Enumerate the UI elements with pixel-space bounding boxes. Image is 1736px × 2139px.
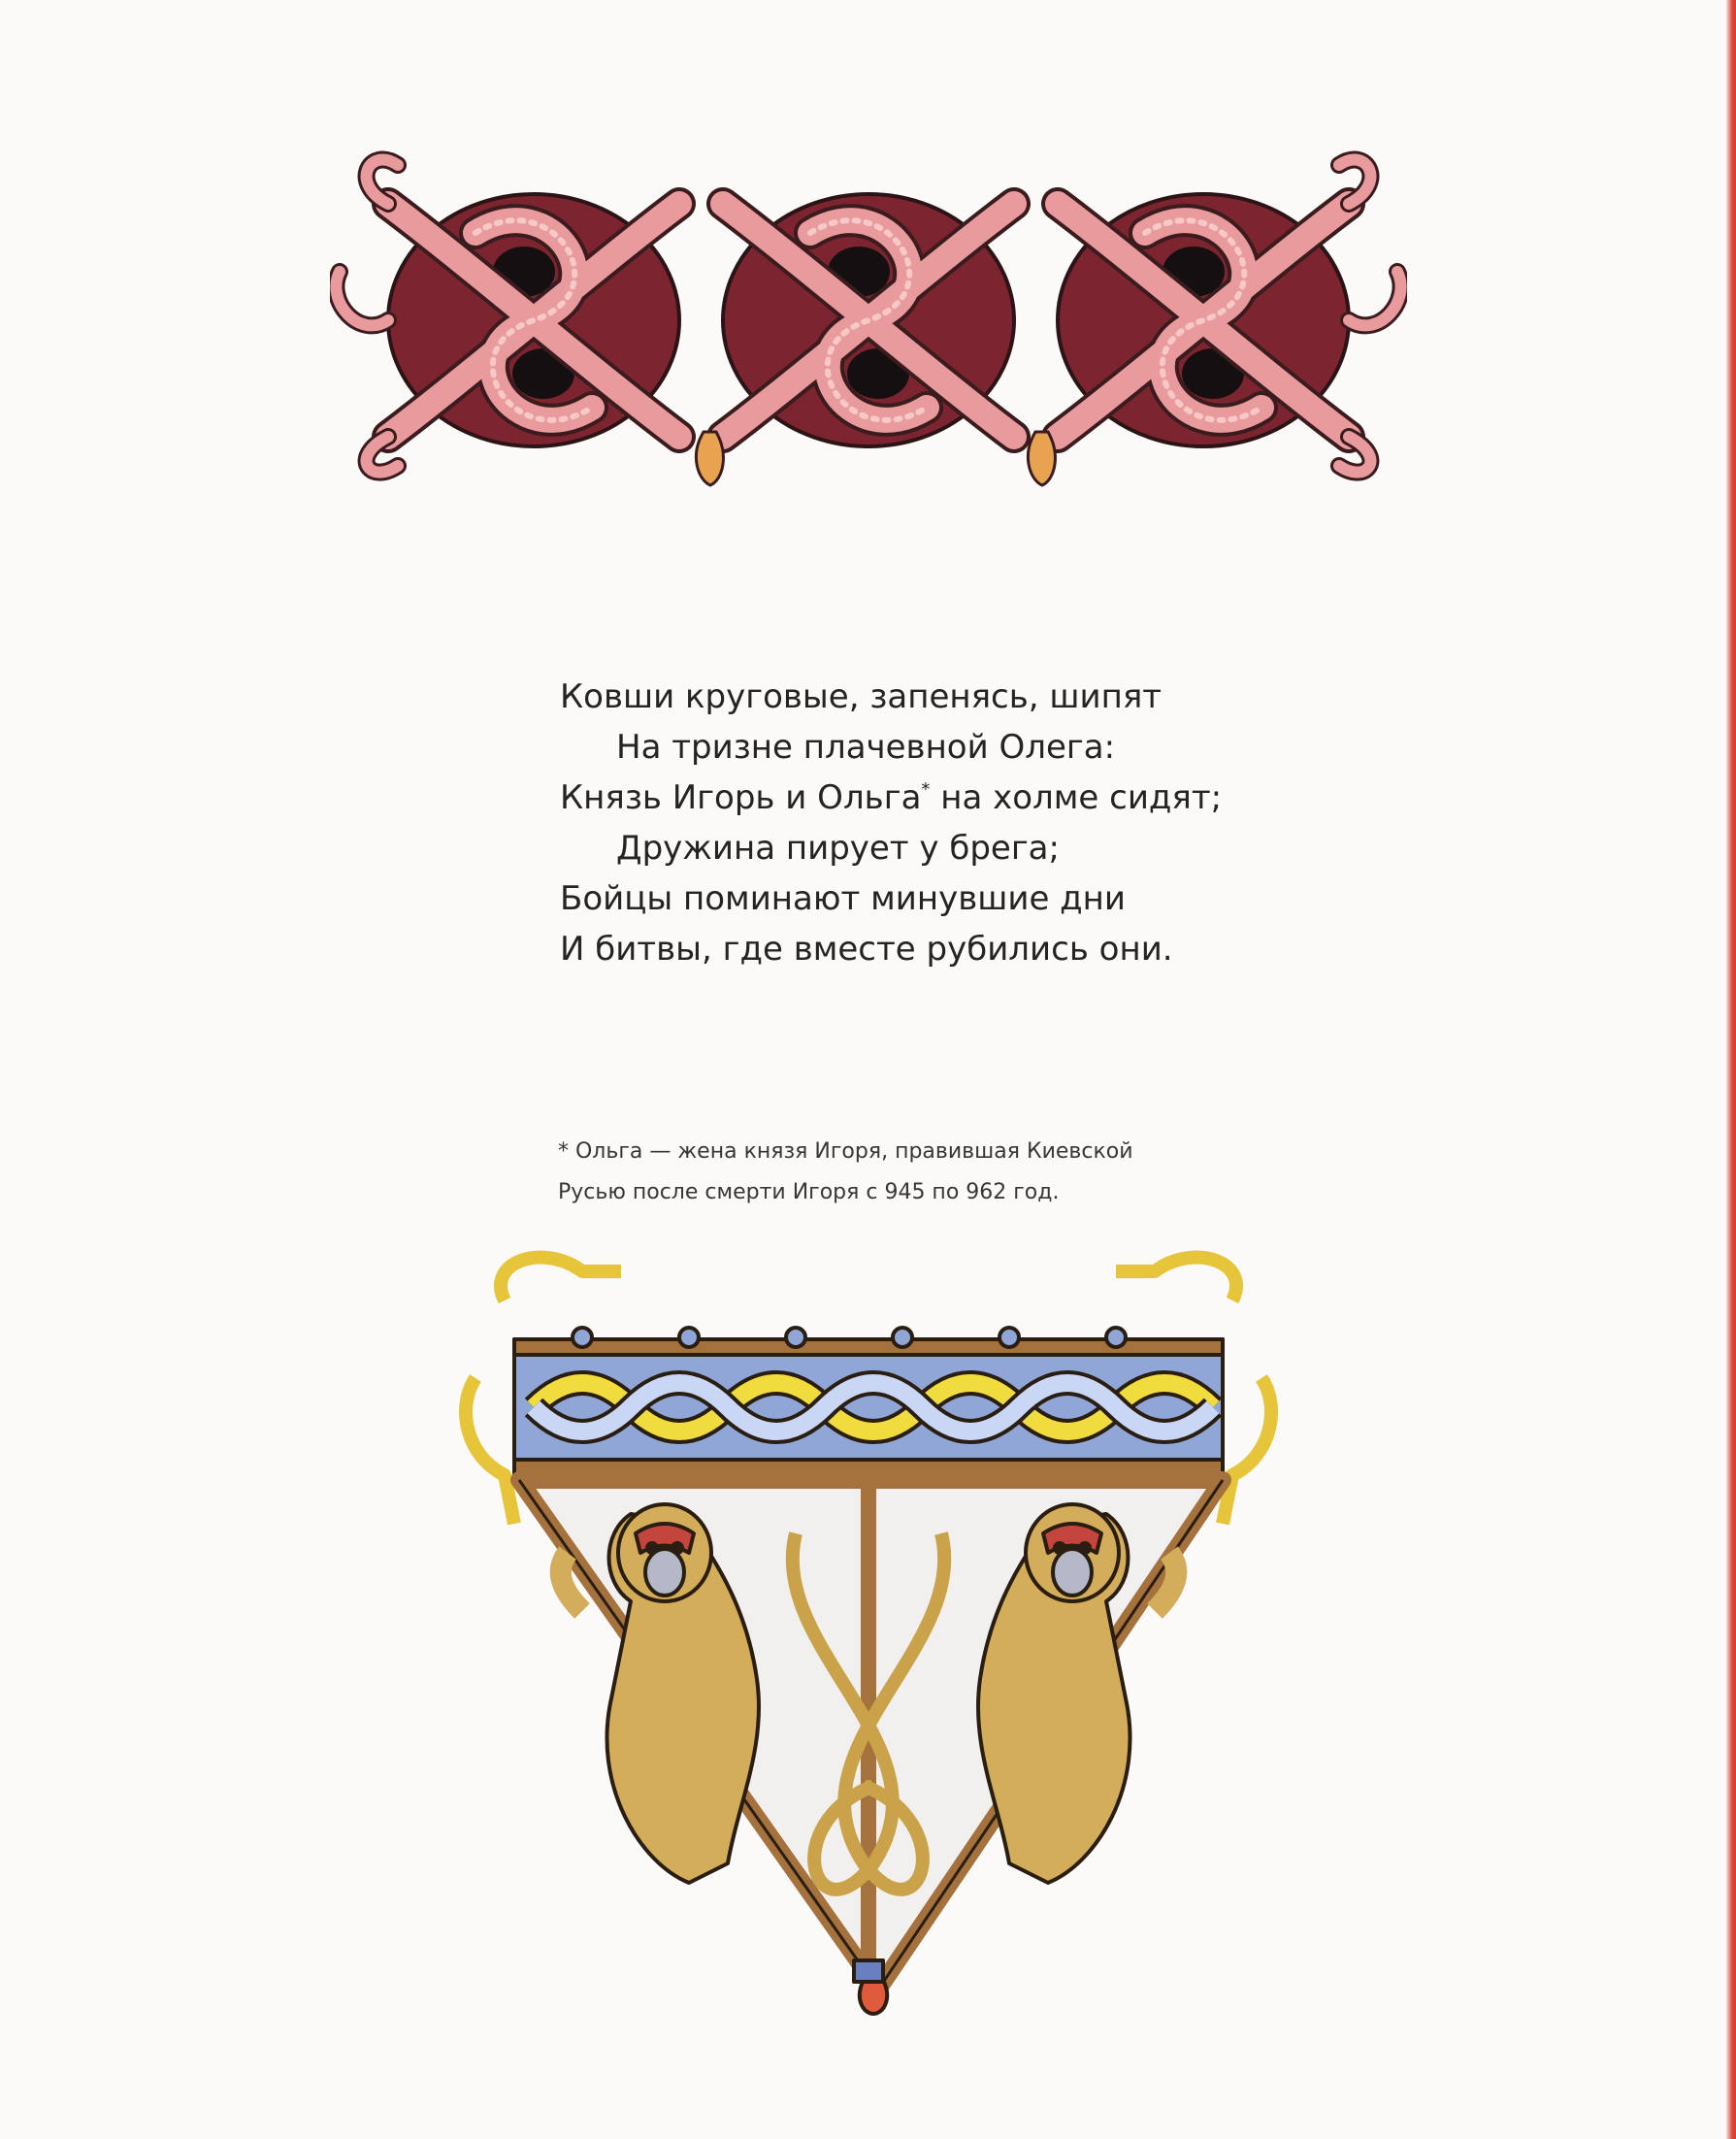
footnote-marker: * [921,779,931,800]
page-edge-stripe [1726,0,1736,2139]
poem-line: Дружина пирует у брега; [616,829,1060,868]
poem-line: На тризне плачевной Олега: [616,728,1116,767]
poem-line [560,773,1222,823]
poem-line: Бойцы поминают минувшие дни [560,879,1126,918]
footnote-line: * Ольга — жена князя Игоря, правившая Киевской [558,1139,1133,1164]
footnote [558,1132,1133,1213]
poem [560,672,1222,974]
poem-line: Ковши круговые, запенясь, шипят [560,677,1163,716]
bottom-lions-ornament [446,1242,1291,2019]
top-knot-ornament [330,146,1407,495]
poem-line: И битвы, где вместе рубились они. [560,930,1173,969]
footnote-line: Русью после смерти Игоря с 945 по 962 год. [558,1180,1060,1204]
poem-line-part: на холме сидят; [940,778,1223,817]
poem-line-part: Князь Игорь и Ольга [560,778,922,817]
